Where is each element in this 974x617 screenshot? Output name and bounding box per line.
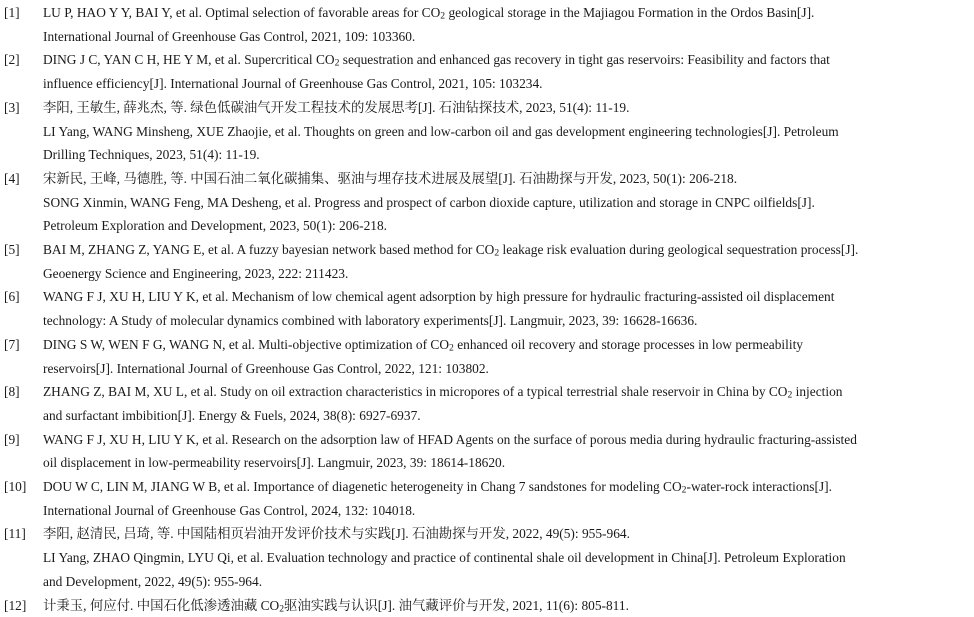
reference-text-segment: ZHANG Z, BAI M, XU L, et al. Study on oil extraction characteristics in micropores of a typical terrestrial shale reservoir in China by CO xyxy=(43,384,788,400)
reference-number: [9] xyxy=(4,431,20,447)
reference-line xyxy=(43,25,970,49)
reference-text-segment: BAI M, ZHANG Z, YANG E, et al. A fuzzy bayesian network based method for CO xyxy=(43,242,495,258)
reference-item xyxy=(0,167,974,238)
reference-text-segment: LI Yang, ZHAO Qingmin, LYU Qi, et al. Evaluation technology and practice of continental shale oil development in China[J]. Petroleum Exploration xyxy=(43,550,846,566)
reference-line xyxy=(43,72,970,96)
subscript: 2 xyxy=(449,342,454,354)
reference-text-segment: Geoenergy Science and Engineering, 2023, 222: 211423. xyxy=(43,265,349,281)
subscript: 2 xyxy=(334,57,340,69)
reference-number: [10] xyxy=(4,479,27,495)
reference-text-segment: and surfactant imbibition[J]. Energy & Fuels, 2024, 38(8): 6927-6937. xyxy=(43,407,421,423)
reference-item xyxy=(0,380,974,427)
reference-text-segment: sequestration and enhanced gas recovery in tight gas reservoirs: Feasibility and factors that xyxy=(339,52,830,68)
reference-number: [2] xyxy=(4,52,20,68)
reference-line xyxy=(43,357,970,381)
reference-item xyxy=(0,522,974,593)
reference-text-segment: 宋新民, 王峰, 马德胜, 等. 中国石油二氧化碳捕集、驱油与埋存技术进展及展望[J]. 石油勘探与开发, 2023, 50(1): 206-218. xyxy=(43,170,738,186)
reference-text-segment: LU P, HAO Y Y, BAI Y, et al. Optimal selection of favorable areas for CO xyxy=(43,5,441,20)
reference-line xyxy=(43,143,970,167)
reference-line xyxy=(43,428,970,452)
reference-line xyxy=(43,309,970,333)
reference-item xyxy=(0,428,974,475)
reference-line xyxy=(43,120,970,144)
reference-text-segment: 计秉玉, 何应付. 中国石化低渗透油藏 CO xyxy=(43,597,280,613)
reference-number: [4] xyxy=(4,170,20,186)
reference-line xyxy=(43,380,970,404)
reference-text-segment: LI Yang, WANG Minsheng, XUE Zhaojie, et al. Thoughts on green and low-carbon oil and gas development engineering technologies[J]. Petroleum xyxy=(43,123,839,139)
reference-text xyxy=(43,594,970,617)
reference-text xyxy=(43,1,970,48)
reference-text-segment: -water-rock interactions[J]. xyxy=(686,479,832,495)
reference-number: [3] xyxy=(4,99,20,115)
reference-text xyxy=(43,48,970,95)
reference-line xyxy=(43,48,970,72)
reference-line xyxy=(43,238,970,262)
reference-line xyxy=(43,546,970,570)
reference-text-segment: DING S W, WEN F G, WANG N, et al. Multi-objective optimization of CO xyxy=(43,336,450,352)
reference-item xyxy=(0,594,974,617)
reference-item xyxy=(0,238,974,285)
reference-text-segment: geological storage in the Majiagou Formation in the Ordos Basin[J]. xyxy=(445,5,815,20)
reference-text xyxy=(43,380,970,427)
reference-line xyxy=(43,191,970,215)
reference-text xyxy=(43,522,970,593)
reference-line xyxy=(43,214,970,238)
reference-text xyxy=(43,333,970,380)
subscript: 2 xyxy=(681,484,687,496)
reference-item xyxy=(0,285,974,332)
reference-number: [8] xyxy=(4,384,20,400)
reference-number: [1] xyxy=(4,5,20,20)
reference-line xyxy=(43,475,970,499)
reference-item xyxy=(0,96,974,167)
reference-line xyxy=(43,404,970,428)
reference-line xyxy=(43,333,970,357)
subscript: 2 xyxy=(787,389,793,401)
reference-item xyxy=(0,48,974,95)
reference-text xyxy=(43,167,970,238)
reference-text-segment: DOU W C, LIN M, JIANG W B, et al. Importance of diagenetic heterogeneity in Chang 7 sandstones for modeling CO xyxy=(43,479,682,495)
reference-line xyxy=(43,96,970,120)
subscript: 2 xyxy=(440,10,446,22)
reference-text-segment: 李阳, 赵清民, 吕琦, 等. 中国陆相页岩油开发评价技术与实践[J]. 石油勘探与开发, 2022, 49(5): 955-964. xyxy=(43,526,630,542)
reference-text-segment: Petroleum Exploration and Development, 2023, 50(1): 206-218. xyxy=(43,218,387,234)
reference-line xyxy=(43,262,970,286)
reference-text-segment: WANG F J, XU H, LIU Y K, et al. Research on the adsorption law of HFAD Agents on the surface of porous media during hydraulic fracturing-assisted xyxy=(43,431,857,447)
reference-text xyxy=(43,96,970,167)
reference-text-segment: influence efficiency[J]. International Journal of Greenhouse Gas Control, 2021, 105: 103234. xyxy=(43,76,543,92)
reference-number: [5] xyxy=(4,242,20,258)
reference-text-segment: International Journal of Greenhouse Gas Control, 2021, 109: 103360. xyxy=(43,28,416,44)
reference-text-segment: WANG F J, XU H, LIU Y K, et al. Mechanism of low chemical agent adsorption by high pressure for hydraulic fracturing-assisted oil displacement xyxy=(43,289,835,305)
reference-item xyxy=(0,333,974,380)
reference-text-segment: oil displacement in low-permeability reservoirs[J]. Langmuir, 2023, 39: 18614-18620. xyxy=(43,455,506,471)
reference-line xyxy=(43,285,970,309)
reference-text-segment: leakage risk evaluation during geological sequestration process[J]. xyxy=(499,242,859,258)
reference-line xyxy=(43,167,970,191)
reference-text-segment: 驱油实践与认识[J]. 油气藏评价与开发, 2021, 11(6): 805-811. xyxy=(284,597,629,613)
reference-number: [6] xyxy=(4,289,20,305)
reference-text-segment: injection xyxy=(792,384,843,400)
reference-text-segment: technology: A Study of molecular dynamics combined with laboratory experiments[J]. Langmuir, 2023, 39: 16628-16636. xyxy=(43,313,698,329)
reference-line xyxy=(43,570,970,594)
reference-text-segment: International Journal of Greenhouse Gas Control, 2024, 132: 104018. xyxy=(43,502,416,518)
reference-item xyxy=(0,1,974,48)
reference-text-segment: reservoirs[J]. International Journal of Greenhouse Gas Control, 2022, 121: 103802. xyxy=(43,360,489,376)
reference-line xyxy=(43,522,970,546)
reference-line xyxy=(43,451,970,475)
reference-text-segment: and Development, 2022, 49(5): 955-964. xyxy=(43,573,263,589)
reference-text-segment: Drilling Techniques, 2023, 51(4): 11-19. xyxy=(43,147,260,163)
reference-text-segment: enhanced oil recovery and storage processes in low permeability xyxy=(453,336,803,352)
reference-text-segment: 李阳, 王敏生, 薛兆杰, 等. 绿色低碳油气开发工程技术的发展思考[J]. 石油钻探技术, 2023, 51(4): 11-19. xyxy=(43,99,630,115)
reference-line xyxy=(43,499,970,523)
reference-text xyxy=(43,285,970,332)
reference-text xyxy=(43,475,970,522)
reference-line xyxy=(43,594,970,617)
reference-text xyxy=(43,428,970,475)
reference-text-segment: SONG Xinmin, WANG Feng, MA Desheng, et al. Progress and prospect of carbon dioxide capture, utilization and storage in CNPC oilfields[J]. xyxy=(43,194,815,210)
reference-text xyxy=(43,238,970,285)
subscript: 2 xyxy=(279,603,285,615)
reference-number: [7] xyxy=(4,336,20,352)
reference-item xyxy=(0,475,974,522)
reference-line xyxy=(43,1,970,25)
subscript: 2 xyxy=(494,247,500,259)
reference-number: [11] xyxy=(4,526,26,542)
reference-text-segment: DING J C, YAN C H, HE Y M, et al. Supercritical CO xyxy=(43,52,335,68)
reference-number: [12] xyxy=(4,597,27,613)
